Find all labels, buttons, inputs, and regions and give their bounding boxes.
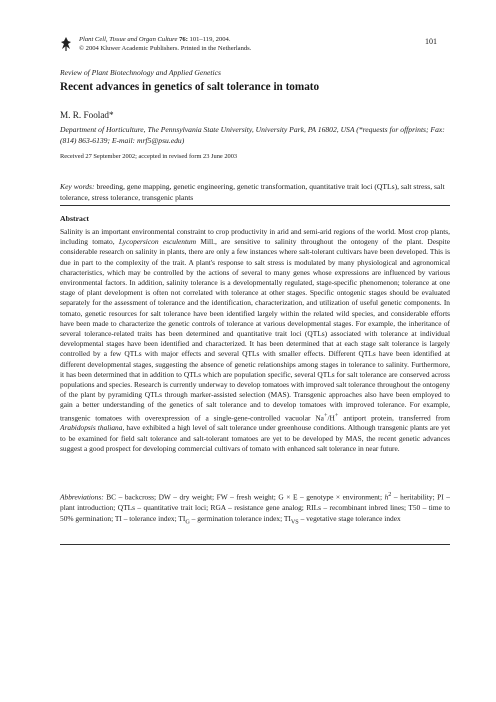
abstract-body	[60, 227, 450, 454]
superscript: 2	[388, 492, 392, 498]
abbreviations-label: Abbreviations:	[60, 492, 104, 502]
article-title: Recent advances in genetics of salt tolerance in tomato	[60, 81, 320, 93]
abstract-text: antiport protein, transferred from	[338, 413, 450, 423]
subscript: VS	[290, 519, 299, 526]
keywords	[60, 181, 450, 203]
divider-top	[60, 205, 450, 206]
abbreviations-text: BC – backcross; DW – dry weight; FW – fresh weight; G × E – genotype × environment;	[103, 492, 385, 502]
abstract-text: Salinity is an important environmental constraint to crop productivity in arid and semi-arid regions of the world. Most crop plants, including tomato,	[60, 227, 450, 247]
abstract-heading: Abstract	[60, 214, 90, 223]
page-number: 101	[425, 37, 437, 46]
abbreviations-text: h	[384, 492, 389, 502]
abbreviations-text: – germination tolerance index; TI	[189, 513, 291, 523]
species-name: Arabidopsis thaliana	[60, 423, 123, 433]
author-name: M. R. Foolad*	[60, 110, 114, 120]
author-affiliation: Department of Horticulture, The Pennsylvania State University, University Park, PA 16802, USA (*requests for offprints; Fax: (814) 863-6139; E-mail: mrf5@psu.edu)	[60, 125, 445, 145]
publisher-logo-icon	[60, 37, 72, 51]
journal-citation	[79, 35, 251, 53]
journal-pages-year: 101–119, 2004.	[187, 36, 231, 43]
abstract-text: , have exhibited a high level of salt tolerance under greenhouse conditions. Although transgenic plants are yet to be examined for field salt tolerance and salt-tolerant tomatoes are yet to be developed by MAS, the recent genetic advances suggest a good prospect for developing commercial cultivars of tomato with enhanced salt tolerance in near future.	[60, 423, 451, 453]
abstract-text: /H	[327, 413, 335, 423]
abbreviations	[60, 490, 450, 528]
species-name: Lycopersicon esculentum	[118, 237, 197, 247]
keywords-text: breeding, gene mapping, genetic engineering, genetic transformation, quantitative trait loci (QTLs), salt stress, salt tolerance, stress tolerance, transgenic plants	[60, 182, 445, 202]
journal-line	[79, 35, 251, 44]
copyright-line: © 2004 Kluwer Academic Publishers. Printed in the Netherlands.	[79, 45, 252, 52]
keywords-label: Key words:	[60, 182, 95, 191]
received-dates: Received 27 September 2002; accepted in revised form 23 June 2003	[60, 153, 238, 160]
journal-name: Plant Cell, Tissue and Organ Culture	[79, 36, 178, 43]
superscript: +	[334, 412, 339, 419]
journal-volume: 76:	[179, 36, 188, 43]
subscript: G	[185, 519, 190, 526]
abbreviations-text: – heritability; PI – plant introduction; QTLs – quantitative trait loci; RGA – resistance gene analog; RILs – recombinant inbred lines; T50 – time to 50% germination; TI – tolerance index; TI	[60, 492, 450, 523]
abstract-text: Mill., are sensitive to salinity throughout the ontogeny of the plant. Despite considerable research on salinity in plants, there are only a few instances where salt-tolerant cultivars have been developed. This is due in part to the complexity of the trait. A plant's response to salt stress is modulated by many physiological and agronomical characteristics, which may be controlled by the actions of several to many genes whose expressions are influenced by various environmental factors. In addition, salinity tolerance is a developmentally regulated, stage-specific phenomenon; tolerance at one stage of plant development is often not correlated with tolerance at other stages. Specific ontogenic stages should be evaluated separately for the assessment of tolerance and the identification, characterization, and utilization of useful genetic components. In tomato, genetic resources for salt tolerance have been identified largely within the related wild species, and considerable efforts have been made to characterize the genetic controls of tolerance at various developmental stages. For example, the inheritance of several tolerance-related traits has been determined and quantitative trait loci (QTLs) associated with tolerance at individual developmental stages have been identified and characterized. It has been determined that at each stage salt tolerance is largely controlled by a few QTLs with major effects and several QTLs with smaller effects. Different QTLs have been identified at different developmental stages, suggesting the absence of genetic relationships among stages in tolerance to salinity. Furthermore, it has been determined that in addition to QTLs which are population specific, several QTLs for salt tolerance are conserved across populations and species. Research is currently underway to develop tomatoes with improved salt tolerance throughout the ontogeny of the plant by pyramiding QTLs through marker-assisted selection (MAS). Transgenic approaches also have been employed to gain a better understanding of the genetics of salt tolerance and to develop tomatoes with improved tolerance. For example, transgenic tomatoes with overexpression of a single-gene-controlled vacuolar Na	[60, 237, 450, 423]
divider-bottom	[60, 544, 450, 545]
abbreviations-text: – vegetative stage tolerance index	[298, 513, 401, 523]
superscript: +	[323, 412, 328, 419]
section-label: Review of Plant Biotechnology and Applied Genetics	[60, 68, 221, 77]
